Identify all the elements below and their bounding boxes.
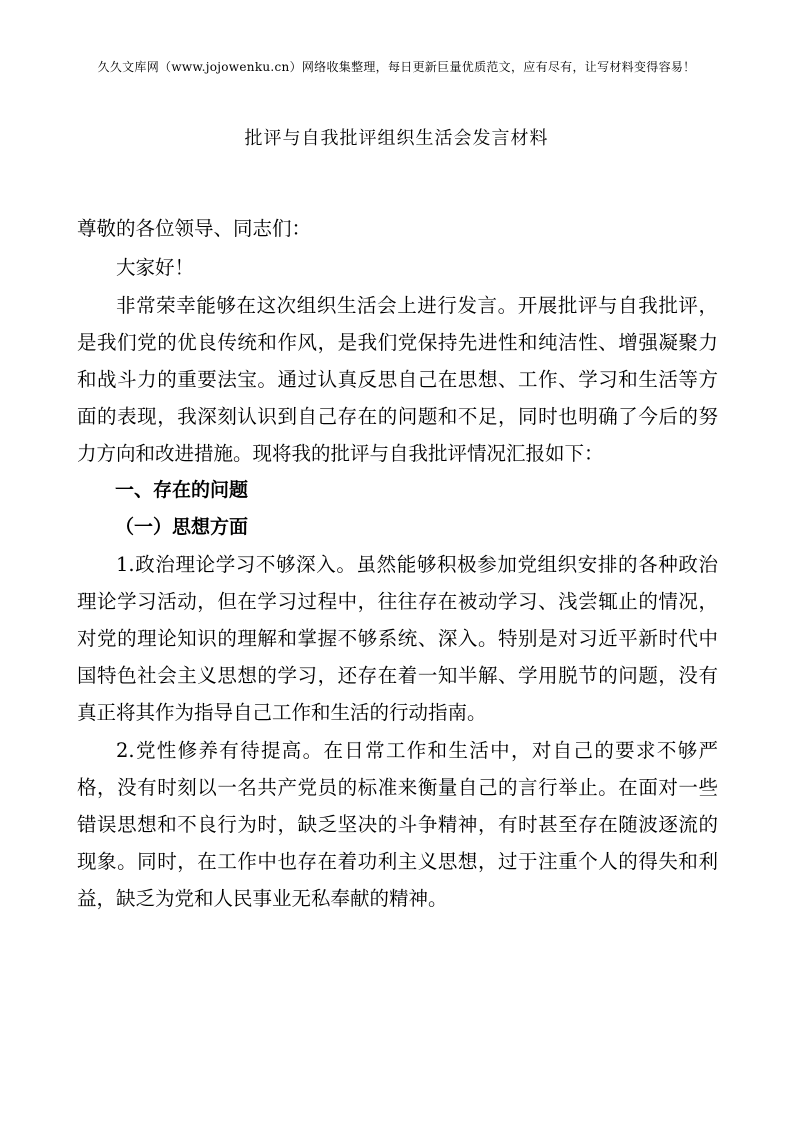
document-title: 批评与自我批评组织生活会发言材料 <box>244 128 549 149</box>
intro-paragraph: 非常荣幸能够在这次组织生活会上进行发言。开展批评与自我批评，是我们党的优良传统和作风，是我们党保持先进性和纯洁性、增强凝聚力和战斗力的重要法宝。通过认真反思自己在思想、工作、学习和生活等方面的表现，我深刻认识到自己存在的问题和不足，同时也明确了今后的努力方向和改进措施。现将我的批评与自我批评情况汇报如下： <box>77 294 718 465</box>
greeting-line: 大家好！ <box>116 256 195 279</box>
section-heading-problems: 一、存在的问题 <box>115 479 249 501</box>
salutation: 尊敬的各位领导、同志们： <box>77 217 312 240</box>
problem-item-2: 2.党性修养有待提高。在日常工作和生活中，对自己的要求不够严格，没有时刻以一名共产党员的标准来衡量自己的言行举止。在面对一些错误思想和不良行为时，缺乏坚决的斗争精神，有时甚至存在随波逐流的现象。同时，在工作中也存在着功利主义思想，过于注重个人的得失和利益，缺乏为党和人民事业无私奉献的精神。 <box>77 739 718 910</box>
subsection-heading-thought: （一）思想方面 <box>115 516 249 538</box>
document-body <box>77 210 718 917</box>
website-banner: 久久文库网（www.jojowenku.cn）网络收集整理，每日更新巨量优质范文，应有尽有，让写材料变得容易！ <box>97 60 696 74</box>
problem-item-1: 1.政治理论学习不够深入。虽然能够积极参加党组织安排的各种政治理论学习活动，但在学习过程中，往往存在被动学习、浅尝辄止的情况，对党的理论知识的理解和掌握不够系统、深入。特别是对习近平新时代中国特色社会主义思想的学习，还存在着一知半解、学用脱节的问题，没有真正将其作为指导自己工作和生活的行动指南。 <box>77 553 718 724</box>
